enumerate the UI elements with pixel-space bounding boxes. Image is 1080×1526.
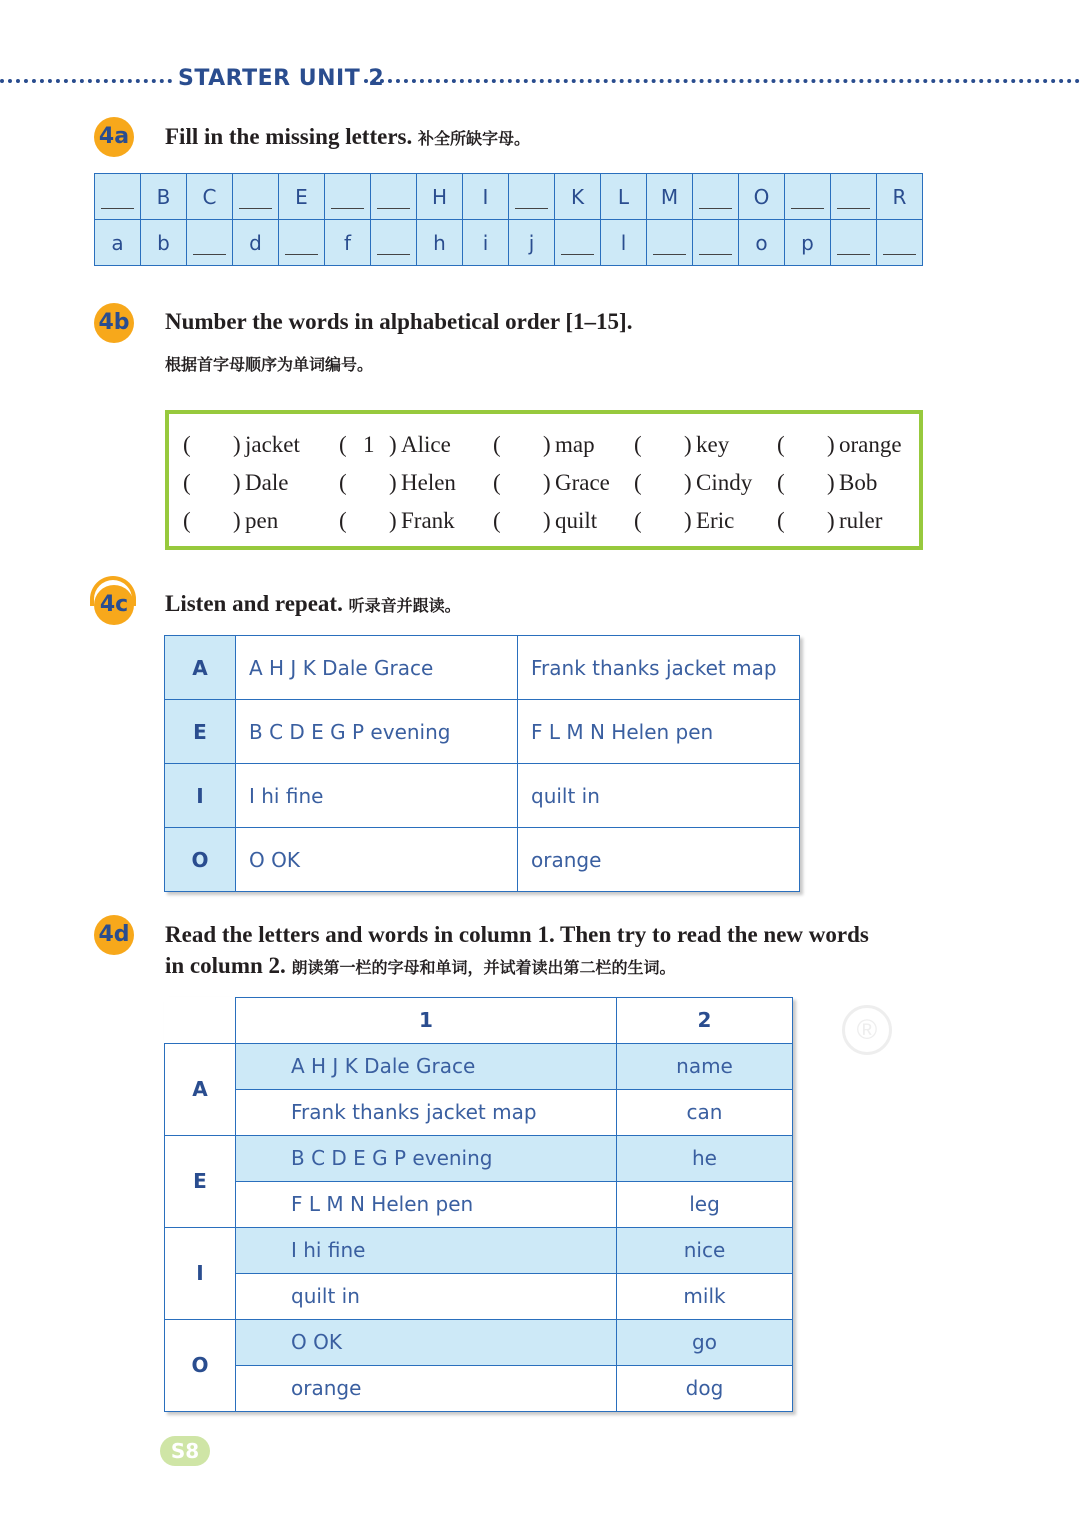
instruction-4d-zh: 朗读第一栏的字母和单词，并试着读出第二栏的生词。 bbox=[291, 960, 676, 977]
letter-cell: p bbox=[785, 220, 831, 266]
blank-cell bbox=[785, 174, 831, 220]
blank-cell bbox=[95, 174, 141, 220]
headphone-icon bbox=[90, 576, 136, 606]
blank-cell bbox=[371, 220, 417, 266]
open-paren: ( bbox=[183, 432, 191, 457]
open-paren: ( bbox=[183, 470, 191, 495]
lowercase-row bbox=[95, 220, 923, 266]
instruction-4c bbox=[165, 591, 461, 617]
short-sound-words: F L M N Helen pen bbox=[518, 700, 800, 764]
column-header-1: 1 bbox=[236, 998, 617, 1044]
letter-cell: a bbox=[95, 220, 141, 266]
open-paren: ( bbox=[634, 432, 642, 457]
open-paren: ( bbox=[634, 470, 642, 495]
short-sound-words: Frank thanks jacket map bbox=[518, 636, 800, 700]
blank-cell bbox=[187, 220, 233, 266]
close-paren: ) bbox=[684, 432, 692, 457]
instruction-4a-text: Fill in the missing letters. bbox=[165, 124, 413, 149]
column-2-cell: he bbox=[617, 1135, 793, 1181]
word-item: orange bbox=[839, 432, 902, 457]
close-paren: ) bbox=[389, 470, 397, 495]
column-2-cell: name bbox=[617, 1043, 793, 1089]
listen-repeat-table bbox=[164, 635, 800, 892]
close-paren: ) bbox=[543, 470, 551, 495]
close-paren: ) bbox=[543, 508, 551, 533]
letter-cell: C bbox=[187, 174, 233, 220]
table-row bbox=[165, 828, 800, 892]
word-item: pen bbox=[245, 508, 279, 533]
word-item: Alice bbox=[401, 432, 451, 457]
open-paren: ( bbox=[777, 470, 785, 495]
table-row bbox=[165, 1181, 793, 1227]
instruction-4a bbox=[165, 124, 530, 150]
uppercase-row bbox=[95, 174, 923, 220]
blank-cell bbox=[509, 174, 555, 220]
letters-words: B C D E G P evening bbox=[236, 700, 518, 764]
badge-4c: 4c bbox=[94, 585, 134, 625]
letter-cell: o bbox=[739, 220, 785, 266]
badge-4b: 4b bbox=[94, 303, 134, 343]
vowel-key: A bbox=[165, 636, 236, 700]
letter-cell: j bbox=[509, 220, 555, 266]
page-number: S8 bbox=[160, 1436, 210, 1466]
column-2-cell: can bbox=[617, 1089, 793, 1135]
letter-cell: H bbox=[417, 174, 463, 220]
instruction-4b-zh bbox=[165, 350, 373, 376]
letter-cell: K bbox=[555, 174, 601, 220]
letter-cell: l bbox=[601, 220, 647, 266]
open-paren: ( bbox=[339, 432, 347, 457]
word-item: quilt bbox=[555, 508, 598, 533]
table-row bbox=[165, 1089, 793, 1135]
word-item: ruler bbox=[839, 508, 883, 533]
instruction-4a-zh: 补全所缺字母。 bbox=[417, 131, 530, 148]
word-item: Bob bbox=[839, 470, 878, 495]
corner-cell bbox=[165, 998, 236, 1044]
column-1-cell: orange bbox=[236, 1365, 617, 1411]
letter-cell: M bbox=[647, 174, 693, 220]
table-row bbox=[165, 1043, 793, 1089]
vowel-key: A bbox=[165, 1043, 236, 1135]
letter-cell: I bbox=[463, 174, 509, 220]
close-paren: ) bbox=[827, 508, 835, 533]
vowel-key: I bbox=[165, 764, 236, 828]
badge-4d: 4d bbox=[94, 915, 134, 955]
instruction-4d-line2 bbox=[165, 953, 676, 979]
vowel-key: E bbox=[165, 700, 236, 764]
instruction-4c-text: Listen and repeat. bbox=[165, 591, 343, 616]
vowel-key: O bbox=[165, 1319, 236, 1411]
table-row bbox=[165, 1227, 793, 1273]
close-paren: ) bbox=[389, 432, 397, 457]
blank-cell bbox=[371, 174, 417, 220]
column-2-cell: nice bbox=[617, 1227, 793, 1273]
word-item: map bbox=[555, 432, 595, 457]
close-paren: ) bbox=[543, 432, 551, 457]
word-order-box bbox=[165, 410, 923, 550]
open-paren: ( bbox=[339, 508, 347, 533]
blank-cell bbox=[647, 220, 693, 266]
word-item: Eric bbox=[696, 508, 735, 533]
blank-cell bbox=[693, 220, 739, 266]
close-paren: ) bbox=[233, 508, 241, 533]
letters-words: I hi fine bbox=[236, 764, 518, 828]
blank-cell bbox=[877, 220, 923, 266]
word-item: jacket bbox=[245, 432, 300, 457]
close-paren: ) bbox=[233, 432, 241, 457]
letter-cell: b bbox=[141, 220, 187, 266]
open-paren: ( bbox=[493, 432, 501, 457]
badge-4a: 4a bbox=[94, 117, 134, 157]
blank-cell bbox=[831, 220, 877, 266]
letters-words: A H J K Dale Grace bbox=[236, 636, 518, 700]
open-paren: ( bbox=[777, 432, 785, 457]
vowel-key: I bbox=[165, 1227, 236, 1319]
open-paren: ( bbox=[183, 508, 191, 533]
short-sound-words: quilt in bbox=[518, 764, 800, 828]
header-dots-right bbox=[364, 79, 1080, 83]
close-paren: ) bbox=[389, 508, 397, 533]
letter-cell: B bbox=[141, 174, 187, 220]
column-1-cell: Frank thanks jacket map bbox=[236, 1089, 617, 1135]
column-header-2: 2 bbox=[617, 998, 793, 1044]
letter-cell: d bbox=[233, 220, 279, 266]
instruction-4d-line2-text: in column 2. bbox=[165, 953, 286, 978]
vowel-key: O bbox=[165, 828, 236, 892]
table-row bbox=[165, 1365, 793, 1411]
unit-title: STARTER UNIT 2 bbox=[178, 66, 385, 91]
column-1-cell: B C D E G P evening bbox=[236, 1135, 617, 1181]
column-1-cell: O OK bbox=[236, 1319, 617, 1365]
blank-cell bbox=[555, 220, 601, 266]
blank-cell bbox=[233, 174, 279, 220]
table-row bbox=[165, 1135, 793, 1181]
read-new-words-table bbox=[164, 997, 793, 1412]
table-row bbox=[165, 1319, 793, 1365]
table-row bbox=[165, 636, 800, 700]
open-paren: ( bbox=[777, 508, 785, 533]
instruction-4b: Number the words in alphabetical order [1–15]. bbox=[165, 309, 633, 334]
close-paren: ) bbox=[827, 470, 835, 495]
column-1-cell: quilt in bbox=[236, 1273, 617, 1319]
close-paren: ) bbox=[684, 508, 692, 533]
order-number: 1 bbox=[363, 432, 375, 457]
instruction-4c-zh: 听录音并跟读。 bbox=[348, 598, 461, 615]
letters-words: O OK bbox=[236, 828, 518, 892]
word-item: key bbox=[696, 432, 730, 457]
blank-cell bbox=[325, 174, 371, 220]
table-row bbox=[165, 1273, 793, 1319]
letter-cell: R bbox=[877, 174, 923, 220]
close-paren: ) bbox=[684, 470, 692, 495]
open-paren: ( bbox=[339, 470, 347, 495]
header-row bbox=[165, 998, 793, 1044]
word-item: Frank bbox=[401, 508, 455, 533]
column-2-cell: go bbox=[617, 1319, 793, 1365]
letter-cell: O bbox=[739, 174, 785, 220]
column-2-cell: dog bbox=[617, 1365, 793, 1411]
blank-cell bbox=[831, 174, 877, 220]
open-paren: ( bbox=[493, 508, 501, 533]
instruction-4b-zh-text: 根据首字母顺序为单词编号。 bbox=[165, 357, 374, 374]
short-sound-words: orange bbox=[518, 828, 800, 892]
column-1-cell: A H J K Dale Grace bbox=[236, 1043, 617, 1089]
word-item: Helen bbox=[401, 470, 456, 495]
letter-cell: L bbox=[601, 174, 647, 220]
word-item: Grace bbox=[555, 470, 610, 495]
close-paren: ) bbox=[827, 432, 835, 457]
table-row bbox=[165, 764, 800, 828]
column-1-cell: F L M N Helen pen bbox=[236, 1181, 617, 1227]
table-row bbox=[165, 700, 800, 764]
instruction-4d-line1: Read the letters and words in column 1. Then try to read the new words bbox=[165, 922, 869, 947]
close-paren: ) bbox=[233, 470, 241, 495]
blank-cell bbox=[279, 220, 325, 266]
column-2-cell: leg bbox=[617, 1181, 793, 1227]
word-item: Dale bbox=[245, 470, 289, 495]
word-item: Cindy bbox=[696, 470, 753, 495]
letter-cell: h bbox=[417, 220, 463, 266]
column-1-cell: I hi fine bbox=[236, 1227, 617, 1273]
letter-cell: E bbox=[279, 174, 325, 220]
alphabet-grid bbox=[94, 173, 923, 266]
column-2-cell: milk bbox=[617, 1273, 793, 1319]
registered-mark: ® bbox=[842, 1005, 892, 1055]
open-paren: ( bbox=[493, 470, 501, 495]
letter-cell: i bbox=[463, 220, 509, 266]
letter-cell: f bbox=[325, 220, 371, 266]
open-paren: ( bbox=[634, 508, 642, 533]
vowel-key: E bbox=[165, 1135, 236, 1227]
header-dots-left bbox=[0, 79, 172, 83]
blank-cell bbox=[693, 174, 739, 220]
